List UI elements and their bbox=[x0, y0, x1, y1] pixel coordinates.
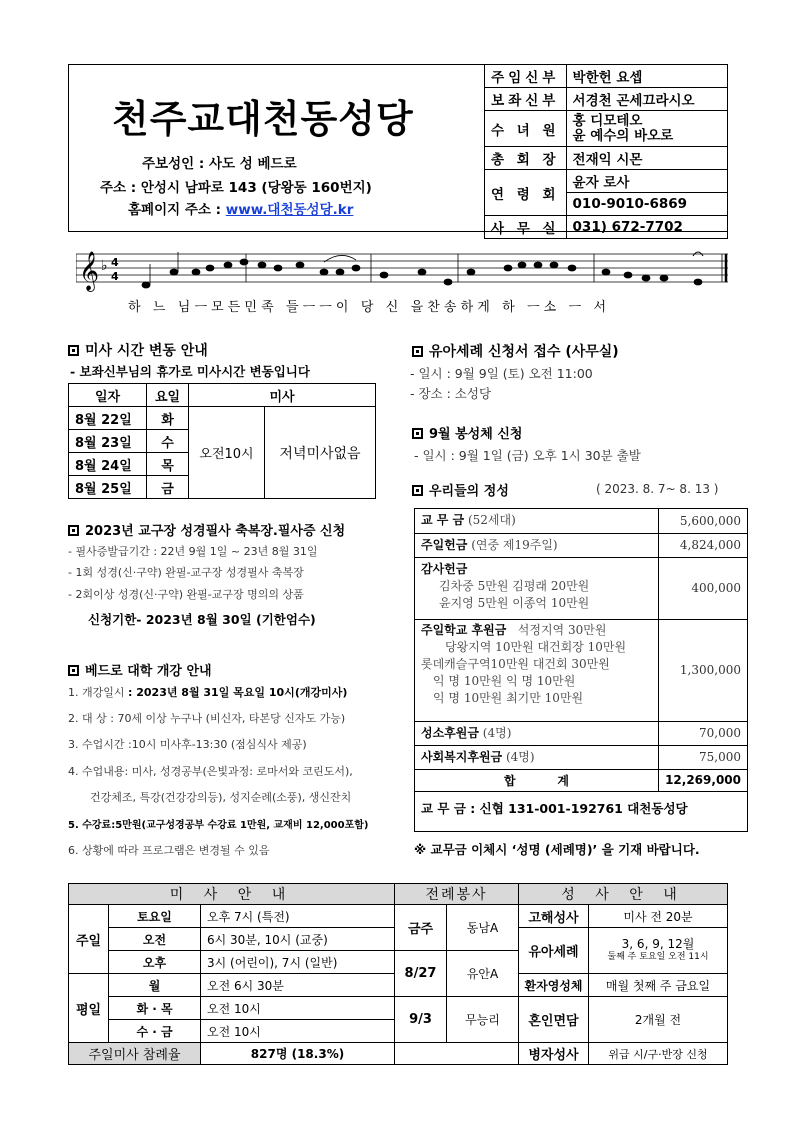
square-bullet-icon bbox=[68, 345, 79, 356]
mass-guide-header: 미 사 안 내 bbox=[69, 884, 395, 905]
offering-row: 사회복지후원금 (4명) bbox=[415, 745, 659, 769]
college-line: 2. 대 상 : 70세 이상 누구나 (비신자, 타본당 신자도 가능) bbox=[68, 712, 346, 725]
bible-line: - 2회이상 성경(신·구약) 완필-교구장 명의의 상품 bbox=[68, 588, 304, 601]
svg-text:4: 4 bbox=[111, 270, 119, 283]
service-empty bbox=[395, 1043, 519, 1065]
baptism-line: - 일시 : 9월 9일 (토) 오전 11:00 bbox=[410, 366, 593, 381]
mass-change-note: - 보좌신부님의 휴가로 미사시간 변동입니다 bbox=[70, 364, 310, 379]
treble-clef-icon: 𝄞 bbox=[79, 251, 100, 291]
staff-value: 윤자 로사 bbox=[566, 170, 727, 193]
offering-heading: 우리들의 정성 bbox=[412, 480, 509, 499]
change-date: 8월 24일 bbox=[69, 453, 147, 476]
svg-text:4: 4 bbox=[111, 256, 119, 269]
homepage-link[interactable]: www.대천동성당.kr bbox=[225, 202, 354, 218]
sacrament-value: 매월 첫째 주 금요일 bbox=[589, 974, 728, 997]
staff-role: 보좌신부 bbox=[485, 88, 567, 111]
staff-role: 사 무 실 bbox=[485, 216, 567, 239]
account-info: 교 무 금 : 신협 131-001-192761 대천동성당 bbox=[421, 801, 688, 817]
offering-total: 12,269,000 bbox=[659, 769, 747, 791]
thanks-offering: 감사헌금 김차중 5만원 김평래 20만원 윤지영 5만원 이종억 10만원 bbox=[415, 557, 659, 619]
staff-role: 주임신부 bbox=[485, 65, 567, 88]
staff-role: 수 녀 원 bbox=[485, 111, 567, 147]
staff-value: 전재익 시몬 bbox=[566, 147, 727, 170]
offering-amount: 75,000 bbox=[659, 745, 747, 769]
mass-key: 오후 bbox=[109, 951, 201, 974]
mass-key: 토요일 bbox=[109, 905, 201, 928]
mass-time: 오전 10시 bbox=[201, 997, 395, 1020]
service-group: 동남A bbox=[447, 905, 519, 951]
pilgrimage-line: - 일시 : 9월 1일 (금) 오후 1시 30분 출발 bbox=[414, 448, 641, 463]
offering-row: 성소후원금 (4명) bbox=[415, 721, 659, 745]
mass-time: 6시 30분, 10시 (교중) bbox=[201, 928, 395, 951]
patron-saint: 주보성인 : 사도 성 베드로 bbox=[142, 156, 297, 172]
sacrament-key: 환자영성체 bbox=[519, 974, 589, 997]
staff-value: 서경천 곤세끄라시오 bbox=[566, 88, 727, 111]
offering-row: 주일헌금 (연중 제19주일) bbox=[415, 533, 659, 557]
staff-value: 031) 672-7702 bbox=[566, 216, 727, 239]
square-bullet-icon bbox=[412, 346, 423, 357]
mass-change-table bbox=[68, 383, 376, 499]
offering-notice: ※ 교무금 이체시 ‘성명 (세례명)’ 을 기재 바랍니다. bbox=[414, 842, 700, 857]
col-date: 일자 bbox=[69, 384, 147, 407]
service-date: 8/27 bbox=[395, 951, 447, 997]
mass-time: 오전 10시 bbox=[201, 1020, 395, 1043]
offering-amount: 70,000 bbox=[659, 721, 747, 745]
square-bullet-icon bbox=[68, 525, 79, 536]
offering-total-label: 합 계 bbox=[415, 769, 659, 791]
mass-key: 월 bbox=[109, 974, 201, 997]
homepage-label: 홈페이지 주소 : bbox=[128, 202, 226, 218]
mass-change-heading: 미사 시간 변동 안내 bbox=[68, 340, 208, 360]
liturgy-service-header: 전례봉사 bbox=[395, 884, 519, 905]
college-line: 5. 수강료:5만원(교구성경공부 수강료 1만원, 교재비 12,000포함) bbox=[68, 820, 369, 831]
bible-deadline: 신청기한- 2023년 8월 30일 (기한엄수) bbox=[88, 612, 316, 627]
staff-phone: 010-9010-6869 bbox=[566, 193, 727, 216]
change-morning: 오전10시 bbox=[189, 407, 265, 499]
sacrament-value: 3, 6, 9, 12월 둘째 주 토요일 오전 11시 bbox=[589, 928, 728, 974]
staff-table bbox=[484, 64, 728, 239]
square-bullet-icon bbox=[412, 485, 423, 496]
college-line: 1. 개강일시 : 2023년 8월 31일 목요일 10시(개강미사) bbox=[68, 686, 348, 699]
attendance-label: 주일미사 참례율 bbox=[69, 1043, 201, 1065]
offering-amount: 1,300,000 bbox=[659, 619, 747, 721]
service-date: 9/3 bbox=[395, 997, 447, 1043]
offering-period: ( 2023. 8. 7~ 8. 13 ) bbox=[596, 482, 719, 496]
address: 주소 : 안성시 남파로 143 (당왕동 160번지) bbox=[100, 180, 372, 196]
college-line: 4. 수업내용: 미사, 성경공부(은빛과정: 로마서와 코린도서), bbox=[68, 765, 353, 778]
sacrament-value: 위급 시/구·반장 신청 bbox=[589, 1043, 728, 1065]
col-mass: 미사 bbox=[189, 384, 376, 407]
change-date: 8월 25일 bbox=[69, 476, 147, 499]
sacrament-value: 2개월 전 bbox=[589, 997, 728, 1043]
square-bullet-icon bbox=[68, 665, 79, 676]
mass-time: 3시 (어린이), 7시 (일반) bbox=[201, 951, 395, 974]
col-day: 요일 bbox=[147, 384, 189, 407]
college-line: 건강체조, 특강(건강강의등), 성지순례(소풍), 생신잔치 bbox=[90, 791, 352, 804]
staff-value: 박한헌 요셉 bbox=[566, 65, 727, 88]
change-evening: 저녁미사없음 bbox=[265, 407, 376, 499]
college-line: 6. 상황에 따라 프로그램은 변경될 수 있음 bbox=[68, 844, 270, 857]
sacrament-key: 혼인면담 bbox=[519, 997, 589, 1043]
change-date: 8월 23일 bbox=[69, 430, 147, 453]
sacrament-key: 병자성사 bbox=[519, 1043, 589, 1065]
sunday-label: 주일 bbox=[69, 905, 109, 974]
mass-time: 오후 7시 (특전) bbox=[201, 905, 395, 928]
staff-role: 연 령 회 bbox=[485, 170, 567, 216]
mass-key: 수 · 금 bbox=[109, 1020, 201, 1043]
offering-amount: 400,000 bbox=[659, 557, 747, 619]
bible-line: - 1회 성경(신·구약) 완필-교구장 성경필사 축복장 bbox=[68, 566, 304, 579]
square-bullet-icon bbox=[412, 428, 423, 439]
offering-table bbox=[414, 508, 748, 832]
sacrament-key: 유아세례 bbox=[519, 928, 589, 974]
bible-heading: 2023년 교구장 성경필사 축복장.필사증 신청 bbox=[68, 520, 345, 539]
change-day: 금 bbox=[147, 476, 189, 499]
sacrament-value: 미사 전 20분 bbox=[589, 905, 728, 928]
change-date: 8월 22일 bbox=[69, 407, 147, 430]
staff-role: 총 회 장 bbox=[485, 147, 567, 170]
school-support: 주일학교 후원금 석정지역 30만원 당왕지역 10만원 대건회장 10만원 롯데캐슬구역10만원 대건회 30만원 익 명 10만원 익 명 10만원 익 명 10만원 최기만 10만원 bbox=[415, 619, 659, 721]
svg-text:♭: ♭ bbox=[101, 258, 108, 274]
offering-row: 교 무 금 (52세대) bbox=[415, 509, 659, 533]
change-day: 목 bbox=[147, 453, 189, 476]
page-title: 천주교대천동성당 bbox=[112, 97, 414, 141]
service-group: 무능리 bbox=[447, 997, 519, 1043]
mass-key: 화 · 목 bbox=[109, 997, 201, 1020]
mass-time: 오전 6시 30분 bbox=[201, 974, 395, 997]
bible-line: - 필사증발급기간 : 22년 9월 1일 ~ 23년 8월 31일 bbox=[68, 545, 318, 558]
weekday-label: 평일 bbox=[69, 974, 109, 1043]
change-day: 화 bbox=[147, 407, 189, 430]
college-heading: 베드로 대학 개강 안내 bbox=[68, 660, 212, 679]
sacrament-key: 고해성사 bbox=[519, 905, 589, 928]
service-group: 유안A bbox=[447, 951, 519, 997]
offering-amount: 4,824,000 bbox=[659, 533, 747, 557]
offering-amount: 5,600,000 bbox=[659, 509, 747, 533]
schedule-table bbox=[68, 883, 728, 1065]
change-day: 수 bbox=[147, 430, 189, 453]
mass-key: 오전 bbox=[109, 928, 201, 951]
staff-value: 홍 디모테오 윤 예수의 바오로 bbox=[566, 111, 727, 147]
homepage bbox=[128, 198, 353, 218]
attendance-value: 827명 (18.3%) bbox=[201, 1043, 395, 1065]
music-notes bbox=[142, 252, 702, 288]
baptism-line: - 장소 : 소성당 bbox=[410, 386, 492, 401]
college-line: 3. 수업시간 :10시 미사후-13:30 (점심식사 제공) bbox=[68, 738, 307, 751]
pilgrimage-heading: 9월 봉성체 신청 bbox=[412, 423, 522, 442]
hymn-lyrics: 하 느 님ㅡ모든민족 들ㅡㅡ이 당 신 을찬송하게 하 ㅡ소 ㅡ 서 bbox=[128, 300, 611, 315]
service-date: 금주 bbox=[395, 905, 447, 951]
sacrament-guide-header: 성 사 안 내 bbox=[519, 884, 728, 905]
baptism-heading: 유아세례 신청서 접수 (사무실) bbox=[412, 341, 619, 361]
